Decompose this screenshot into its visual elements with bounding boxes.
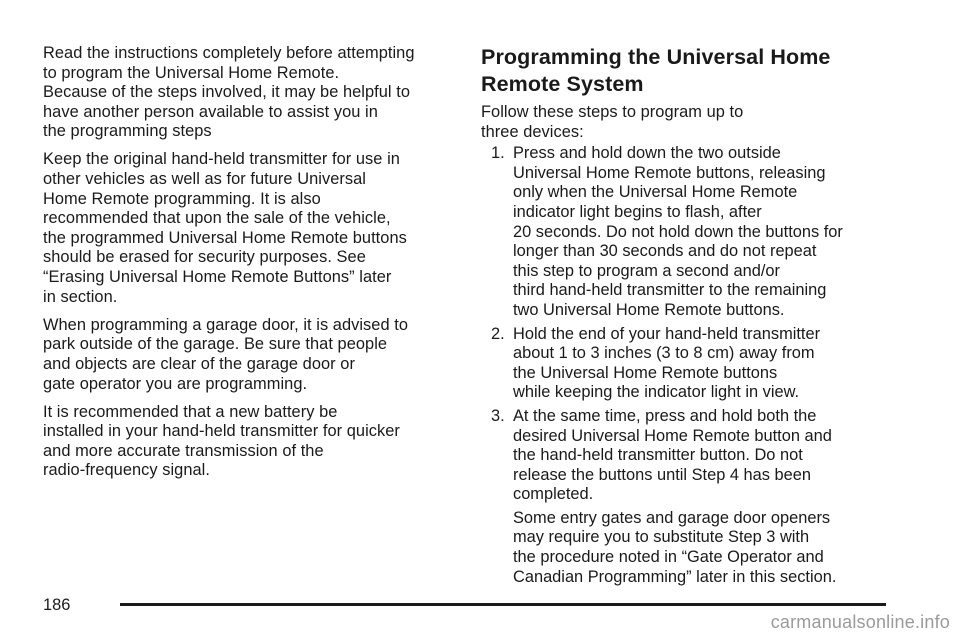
steps-intro: Follow these steps to program up to three devices: [481,103,744,141]
step-number: 1. [491,144,505,163]
step-item-1 [481,144,901,320]
page-number: 186 [43,596,71,614]
right-column [481,44,901,587]
footer-divider [120,603,886,606]
step-text: Hold the end of your hand-held transmitter about 1 to 3 inches (3 to 8 cm) away from the Universal Home Remote buttons while keeping the indicator light in view. [513,324,821,402]
step-item-2 [481,325,901,403]
step-text: Press and hold down the two outside Universal Home Remote buttons, releasing only when the Universal Home Remote indicator light begins to flash, after 20 seconds. Do not hold down the buttons for longer than 30 seconds and do not repeat this step to program a second and/or third hand-held transmitter to the remaining two Universal Home Remote buttons. [513,144,843,319]
paragraph-battery-recommendation: It is recommended that a new battery be installed in your hand-held transmitter for quicker and more accurate transmission of the radio-frequency signal. [43,402,400,480]
paragraph-garage-door-advice: When programming a garage door, it is advised to park outside of the garage. Be sure that people and objects are clear of the garage door or gate operator you are programming. [43,315,409,393]
step-number: 2. [491,324,505,343]
step-text: At the same time, press and hold both the desired Universal Home Remote button and the hand-held transmitter button. Do not release the buttons until Step 4 has been completed. [513,406,832,504]
section-heading: Programming the Universal Home Remote System [481,45,831,96]
step-3-note: Some entry gates and garage door openers may require you to substitute Step 3 with the procedure noted in “Gate Operator and Canadian Programming” later in this section. [513,508,837,586]
site-watermark: carmanualsonline.info [770,612,950,632]
paragraph-read-instructions: Read the instructions completely before attempting to program the Universal Home Remote. Because of the steps involved, it may be helpful to have another person available to assist you in the programming steps [43,44,415,141]
paragraph-keep-transmitter: Keep the original hand-held transmitter for use in other vehicles as well as for future Universal Home Remote programming. It is also recommended that upon the sale of the vehicle, the programmed Universal Home Remote buttons should be erased for security purposes. See “Erasing Universal Home Remote Buttons” later in section. [43,150,407,306]
step-item-3 [481,407,901,505]
step-number: 3. [491,406,505,425]
left-column [43,44,463,489]
